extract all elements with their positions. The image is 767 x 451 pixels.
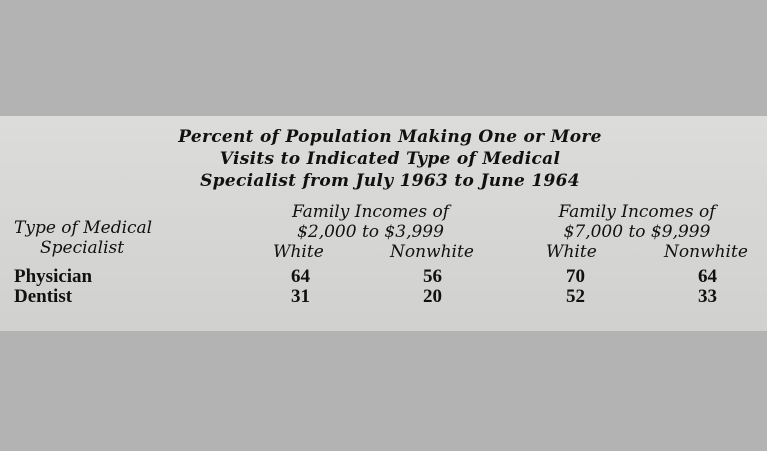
title-line: Visits to Indicated Type of Medical (219, 149, 561, 169)
group-header (537, 202, 737, 242)
table-cell: 64 (291, 266, 310, 287)
column-header: White (546, 242, 597, 262)
group-label-line: $7,000 to $9,999 (563, 222, 711, 242)
group-label-line: Family Incomes of (558, 202, 716, 222)
column-header: White (273, 242, 324, 262)
group-label-line: $2,000 to $3,999 (297, 222, 444, 242)
table-cell: 70 (566, 266, 585, 287)
table-cell: 33 (698, 286, 717, 307)
column-header: Nonwhite (664, 242, 748, 262)
title-line: Specialist from July 1963 to June 1964 (200, 171, 580, 191)
row-header-line: Type of Medical (14, 218, 153, 238)
group-header (268, 202, 473, 242)
row-label: Physician (14, 266, 93, 287)
table-cell: 52 (566, 286, 585, 307)
table-cell: 64 (698, 266, 717, 287)
row-header-line: Specialist (40, 238, 125, 258)
table-cell: 20 (423, 286, 442, 307)
table-cell: 31 (291, 286, 310, 307)
group-label-line: Family Incomes of (291, 202, 450, 222)
table-cell: 56 (423, 266, 442, 287)
row-header (14, 218, 152, 258)
table-title (140, 126, 640, 192)
column-header: Nonwhite (390, 242, 474, 262)
title-line: Percent of Population Making One or More (178, 127, 602, 147)
scanned-page (0, 116, 767, 331)
row-label: Dentist (14, 286, 73, 307)
